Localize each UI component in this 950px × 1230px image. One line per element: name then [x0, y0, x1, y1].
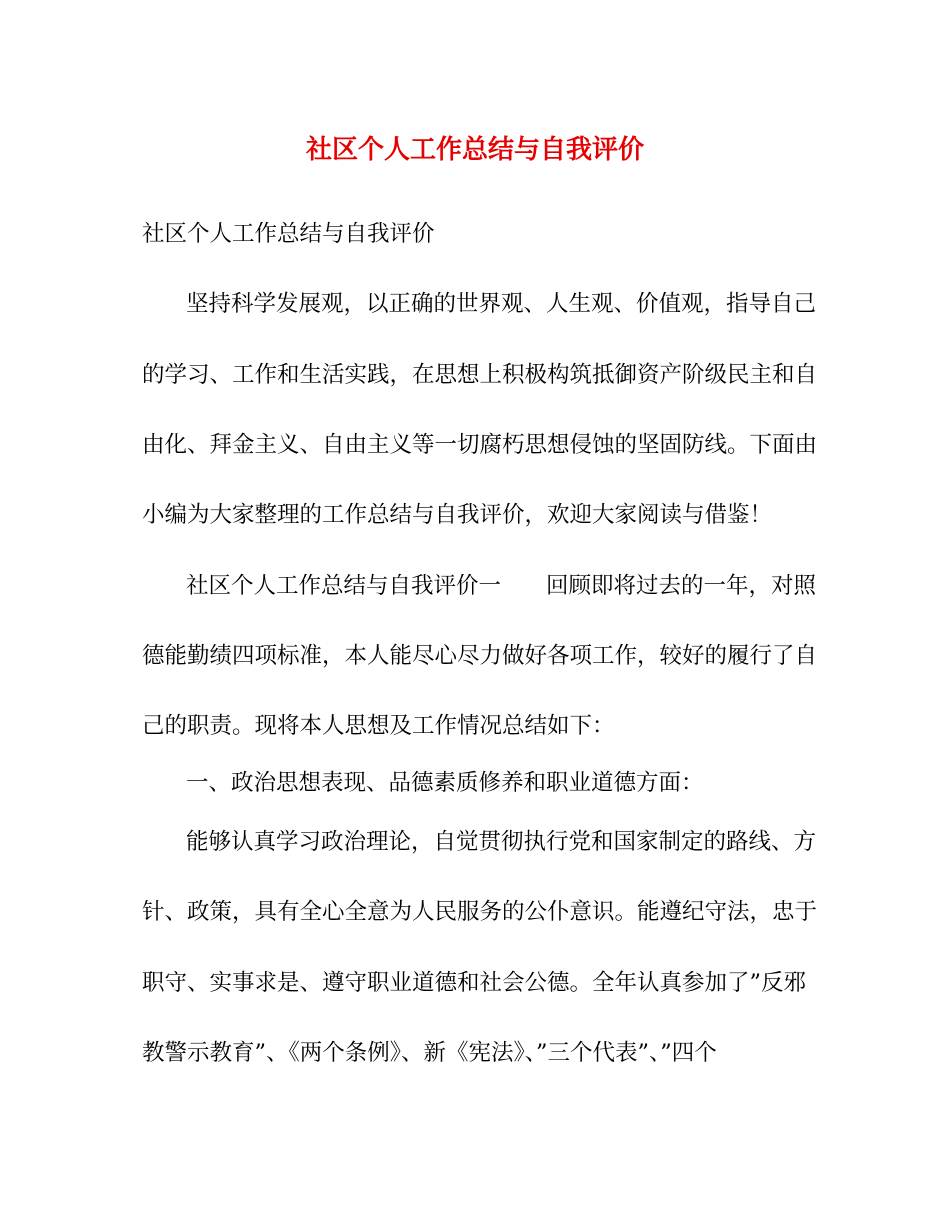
- text-line: 社区个人工作总结与自我评价: [142, 221, 435, 247]
- text-line: 教警示教育”、《两个条例》、新《宪法》、”三个代表”、”四个: [142, 1040, 717, 1066]
- text-line: 坚持科学发展观，以正确的世界观、人生观、价值观，指导自己: [186, 291, 817, 317]
- text-line: 能够认真学习政治理论，自觉贯彻执行党和国家制定的路线、方: [186, 829, 817, 855]
- text-line: 一、政治思想表现、品德素质修养和职业道德方面：: [186, 770, 704, 796]
- text-line: 由化、拜金主义、自由主义等一切腐朽思想侵蚀的坚固防线。下面由: [142, 432, 818, 458]
- text-line: 己的职责。现将本人思想及工作情况总结如下：: [142, 713, 615, 739]
- text-line: 针、政策，具有全心全意为人民服务的公仆意识。能遵纪守法，忠于: [142, 899, 818, 925]
- document-title: 社区个人工作总结与自我评价: [305, 135, 644, 165]
- text-line: 社区个人工作总结与自我评价一 回顾即将过去的一年，对照: [186, 573, 817, 599]
- text-line: 职守、实事求是、遵守职业道德和社会公德。全年认真参加了”反邪: [142, 970, 807, 996]
- text-line: 的学习、工作和生活实践，在思想上积极构筑抵御资产阶级民主和自: [142, 362, 818, 388]
- text-line: 德能勤绩四项标准，本人能尽心尽力做好各项工作，较好的履行了自: [142, 643, 818, 669]
- text-line: 小编为大家整理的工作总结与自我评价，欢迎大家阅读与借鉴！: [142, 502, 773, 528]
